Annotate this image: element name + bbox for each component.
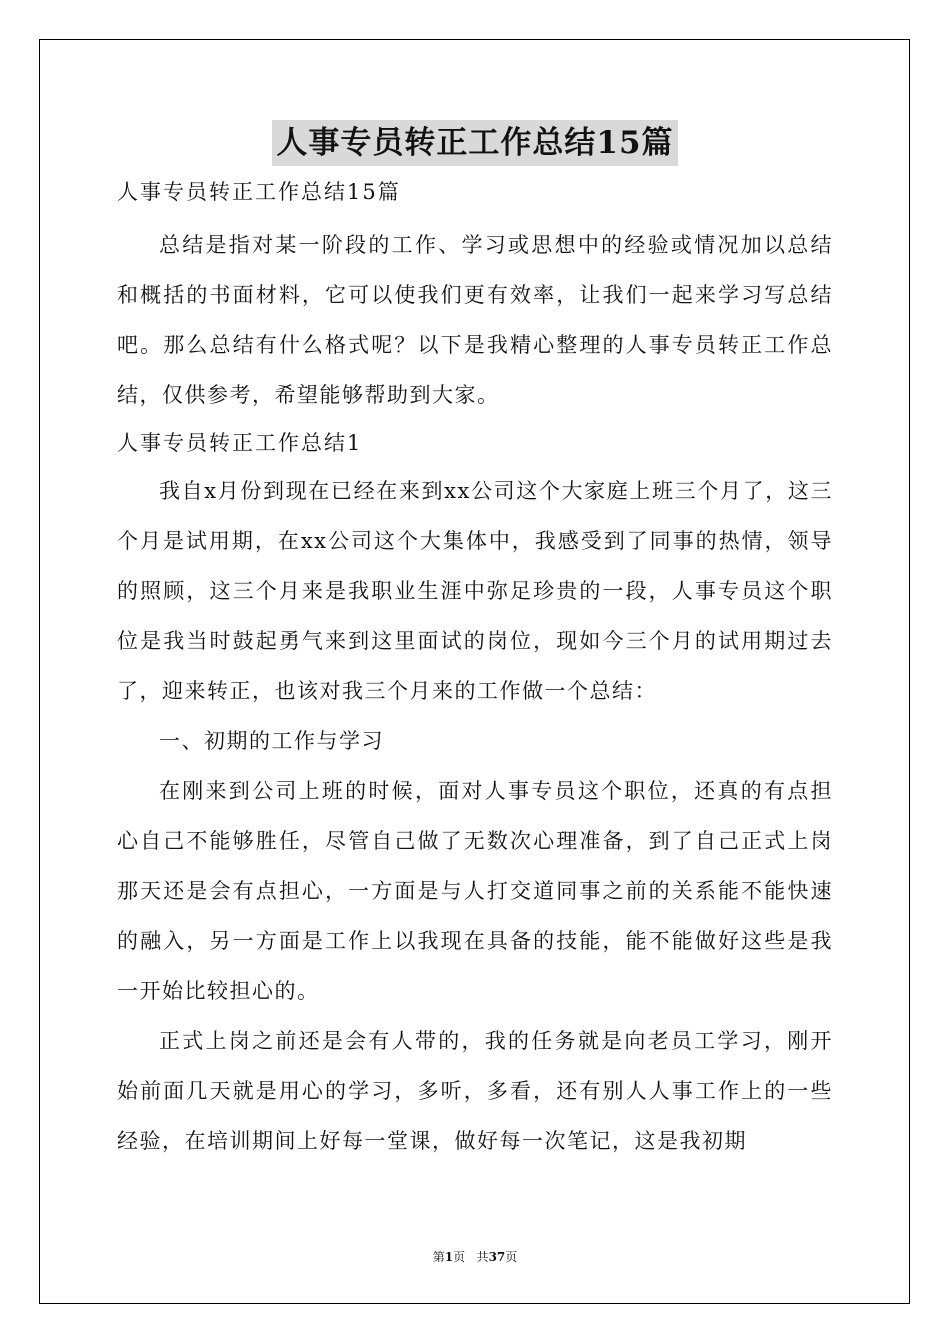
intro-paragraph: 总结是指对某一阶段的工作、学习或思想中的经验或情况加以总结和概括的书面材料，它可以使我们更有效率，让我们一起来学习写总结吧。那么总结有什么格式呢？以下是我精心整理的人事专员转正工作总结，仅供参考，希望能够帮助到大家。 bbox=[117, 233, 833, 407]
total-suffix: 页 bbox=[505, 1250, 518, 1264]
page-footer bbox=[0, 1248, 950, 1265]
title-container bbox=[117, 120, 833, 166]
total-prefix: 共 bbox=[476, 1250, 489, 1264]
body-paragraph-3: 正式上岗之前还是会有人带的，我的任务就是向老员工学习，刚开始前面几天就是用心的学习，多听，多看，还有别人人事工作上的一些经验，在培训期间上好每一堂课，做好每一次笔记，这是我初期 bbox=[117, 1029, 833, 1153]
document-body bbox=[117, 120, 833, 1166]
body-paragraph-2: 在刚来到公司上班的时候，面对人事专员这个职位，还真的有点担心自己不能够胜任，尽管自己做了无数次心理准备，到了自己正式上岗那天还是会有点担心，一方面是与人打交道同事之前的关系能不能快速的融入，另一方面是工作上以我现在具备的技能，能不能做好这些是我一开始比较担心的。 bbox=[117, 779, 833, 1003]
section-heading: 人事专员转正工作总结1 bbox=[117, 431, 363, 455]
page-number: 1 bbox=[444, 1250, 454, 1264]
body-paragraph-1: 我自x月份到现在已经在来到xx公司这个大家庭上班三个月了，这三个月是试用期，在xx公司这个大集体中，我感受到了同事的热情，领导的照顾，这三个月来是我职业生涯中弥足珍贵的一段，人事专员这个职位是我当时鼓起勇气来到这里面试的岗位，现如今三个月的试用期过去了，迎来转正，也该对我三个月来的工作做一个总结： bbox=[117, 479, 833, 703]
document-subtitle: 人事专员转正工作总结15篇 bbox=[117, 180, 401, 204]
document-title: 人事专员转正工作总结15篇 bbox=[272, 120, 677, 166]
page-suffix: 页 bbox=[453, 1250, 466, 1264]
subheading: 一、初期的工作与学习 bbox=[159, 729, 384, 753]
page-prefix: 第 bbox=[432, 1250, 445, 1264]
total-pages: 37 bbox=[488, 1250, 506, 1264]
